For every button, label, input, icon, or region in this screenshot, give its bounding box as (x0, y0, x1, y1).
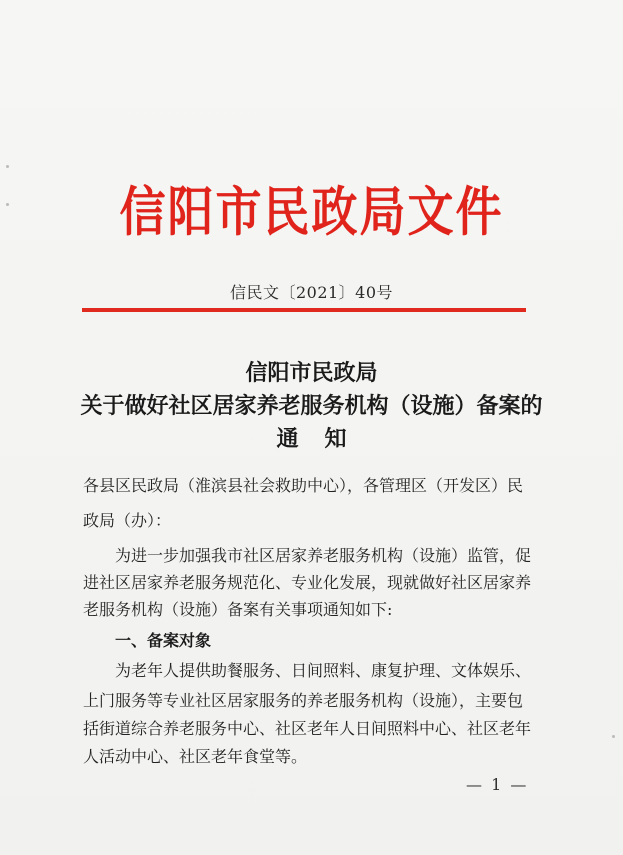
section-paragraph-line: 上门服务等专业社区居家服务的养老服务机构（设施），主要包 (83, 691, 524, 710)
section-paragraph-line: 人活动中心、社区老年食堂等。 (83, 747, 308, 766)
addressee-line: 政局（办）： (83, 511, 172, 530)
notice-title-line1: 信阳市民政局 (245, 361, 378, 386)
notice-title-line2: 关于做好社区居家养老服务机构（设施）备案的 (80, 394, 543, 419)
scan-speck (612, 735, 615, 738)
scan-speck (6, 165, 9, 168)
intro-paragraph-line: 为进一步加强我市社区居家养老服务机构（设施）监管，促 (115, 546, 532, 565)
intro-paragraph-line: 进社区居家养老服务规范化、专业化发展，现就做好社区居家养 (83, 573, 532, 592)
intro-paragraph-line: 老服务机构（设施）备案有关事项通知如下: (83, 600, 393, 619)
red-divider-rule (82, 308, 526, 312)
section-paragraph-line: 为老年人提供助餐服务、日间照料、康复护理、文体娱乐、 (115, 661, 532, 680)
document-number: 信民文〔2021〕40号 (229, 283, 394, 302)
notice-title-line3: 通知 (276, 427, 373, 452)
agency-document-title: 信阳市民政局文件 (119, 180, 504, 243)
section-heading: 一、备案对象 (115, 631, 212, 650)
page-number: — 1 — (466, 775, 529, 794)
section-paragraph-line: 括街道综合养老服务中心、社区老年人日间照料中心、社区老年 (83, 719, 532, 738)
addressee-line: 各县区民政局（淮滨县社会救助中心），各管理区（开发区）民 (83, 476, 524, 495)
